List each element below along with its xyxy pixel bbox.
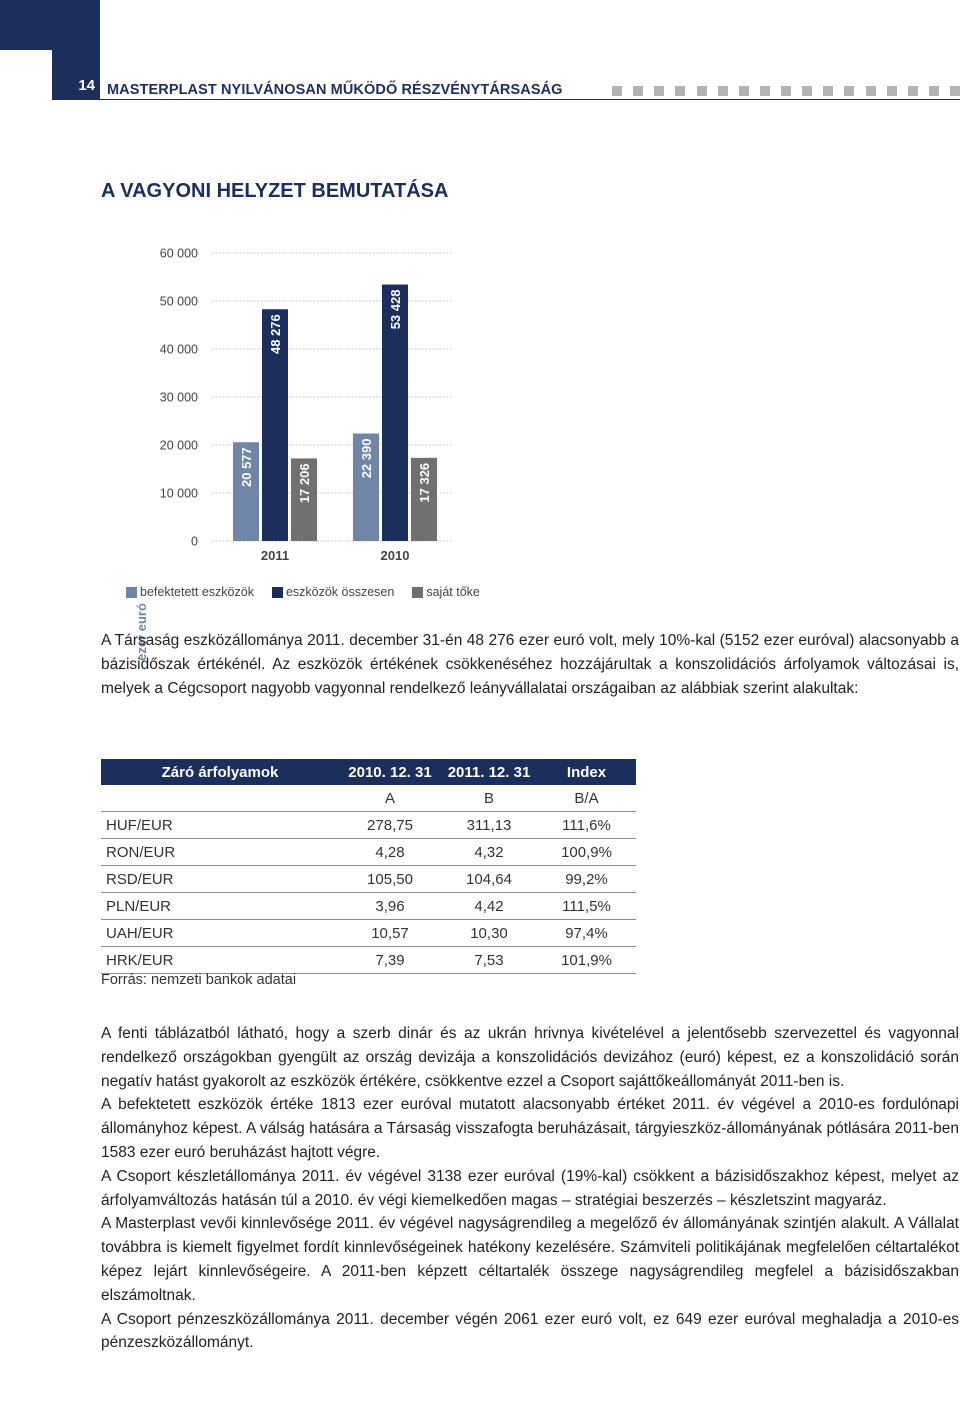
table-cell: 278,75 bbox=[339, 812, 441, 839]
table-cell: 4,32 bbox=[441, 839, 537, 866]
chart-y-axis-label: ezer euró bbox=[134, 603, 149, 661]
table-header: Záró árfolyamok bbox=[101, 759, 339, 785]
chart-category-label: 2011 bbox=[260, 548, 290, 563]
chart-data-label: 53 428 bbox=[388, 289, 403, 330]
body-paragraph: A Masterplast vevői kinnlevősége 2011. év végével nagyságrendileg a megelőző év állományának szintjén alakult. A Vállalat továbbra is kiemelt figyelmet fordít kinnlevőségeinek hatékony kezelésére. Számviteli politikájának megfelelően céltartalékot képez lejárt kinnlevőségeire. A 2011-ben képzett céltartalék összege nagyságrendileg megfelel a bázisidőszakban elszámoltnak. bbox=[101, 1215, 959, 1304]
chart-y-ticks bbox=[160, 247, 198, 549]
table-cell: 4,42 bbox=[441, 893, 537, 920]
table-cell: UAH/EUR bbox=[101, 920, 339, 947]
chart-y-tick-label: 0 bbox=[191, 534, 198, 549]
legend-label: befektetett eszközök bbox=[140, 585, 254, 599]
table-cell: B/A bbox=[537, 785, 636, 812]
header-rule bbox=[100, 99, 960, 100]
chart-category-label: 2010 bbox=[380, 548, 410, 563]
table-header: Index bbox=[537, 759, 636, 785]
intro-paragraph bbox=[101, 629, 959, 700]
section-title: A VAGYONI HELYZET BEMUTATÁSA bbox=[101, 180, 449, 202]
table-cell: HUF/EUR bbox=[101, 812, 339, 839]
table-header-row bbox=[101, 759, 636, 785]
table-row bbox=[101, 866, 636, 893]
table-source-note: Forrás: nemzeti bankok adatai bbox=[101, 972, 297, 988]
chart-y-tick-label: 10 000 bbox=[159, 486, 198, 501]
chart-data-label: 17 326 bbox=[417, 462, 432, 503]
body-paragraph: A fenti táblázatból látható, hogy a szerb dinár és az ukrán hrivnya kivételével a jelentősebb szervezettel és vagyonnal rendelkező országokban gyengült az ország devizája a konszolidációs devizához (euró) képest, ez a konszolidáció során negatív hatást gyakorolt az eszközök értékére, csökkentve ezzel a Csoport sajáttőkeállományát 2011-ben is. bbox=[101, 1025, 959, 1090]
legend-item bbox=[272, 585, 394, 599]
table-cell: 111,5% bbox=[537, 893, 636, 920]
chart-data-label: 48 276 bbox=[268, 314, 283, 355]
table-cell: 7,53 bbox=[441, 947, 537, 974]
table-row bbox=[101, 893, 636, 920]
table-cell: 311,13 bbox=[441, 812, 537, 839]
chart-y-tick-label: 50 000 bbox=[159, 294, 198, 309]
exchange-rate-table bbox=[101, 759, 636, 974]
table-cell: 101,9% bbox=[537, 947, 636, 974]
chart-data-label: 17 206 bbox=[297, 463, 312, 504]
body-text bbox=[101, 1022, 959, 1355]
legend-label: saját tőke bbox=[426, 585, 480, 599]
table-row bbox=[101, 947, 636, 974]
chart-y-tick-label: 30 000 bbox=[159, 390, 198, 405]
table-cell: HRK/EUR bbox=[101, 947, 339, 974]
table-cell: A bbox=[339, 785, 441, 812]
header-color-block bbox=[0, 0, 100, 50]
table-cell: RSD/EUR bbox=[101, 866, 339, 893]
table-cell: 4,28 bbox=[339, 839, 441, 866]
table-header: 2010. 12. 31 bbox=[339, 759, 441, 785]
body-paragraph: A Csoport készletállománya 2011. év végével 3138 ezer euróval (19%-kal) csökkent a bázisidőszakhoz képest, melyet az árfolyamváltozás hatásán túl a 2010. év végi kiemelkedően magas – stratégiai beszerzés – készletszint magyaráz. bbox=[101, 1167, 959, 1209]
table-cell: 10,57 bbox=[339, 920, 441, 947]
decorative-square-row bbox=[612, 86, 960, 96]
chart-legend bbox=[126, 585, 498, 599]
legend-item bbox=[412, 585, 480, 599]
legend-swatch bbox=[272, 587, 283, 598]
table-cell: RON/EUR bbox=[101, 839, 339, 866]
chart-y-tick-label: 40 000 bbox=[159, 342, 198, 357]
chart-category-labels bbox=[261, 548, 410, 563]
table-cell: B bbox=[441, 785, 537, 812]
table-cell: 100,9% bbox=[537, 839, 636, 866]
legend-item bbox=[126, 585, 254, 599]
chart-data-label: 20 577 bbox=[239, 447, 254, 487]
table-row bbox=[101, 812, 636, 839]
intro-text: A Társaság eszközállománya 2011. december 31-én 48 276 ezer euró volt, mely 10%-kal (5152 ezer euróval) alacsonyabb a bázisidőszak értékénél. Az eszközök értékének csökkenéséhez hozzájárultak a konszolidációs árfolyamok változásai is, melyek a Cégcsoport nagyobb vagyonnal rendelkező leányvállalatai országaiban az alábbiak szerint alakultak: bbox=[101, 632, 959, 697]
page-number: 14 bbox=[52, 50, 100, 100]
table-cell: PLN/EUR bbox=[101, 893, 339, 920]
table-cell: 3,96 bbox=[339, 893, 441, 920]
body-paragraph: A Csoport pénzeszközállománya 2011. december végén 2061 ezer euró volt, ez 649 ezer euróval meghaladja a 2010-es pénzeszközállományt. bbox=[101, 1310, 959, 1352]
table-cell: 105,50 bbox=[339, 866, 441, 893]
legend-swatch bbox=[126, 587, 137, 598]
table-cell: 99,2% bbox=[537, 866, 636, 893]
chart-data-label: 22 390 bbox=[359, 438, 374, 479]
chart-y-tick-label: 20 000 bbox=[159, 438, 198, 453]
body-paragraph: A befektetett eszközök értéke 1813 ezer euróval mutatott alacsonyabb értéket 2011. év végével a 2010-es fordulónapi állományhoz képest. A válság hatására a Társaság visszafogta beruházásait, tárgyieszköz-állományának pótlására 2011-ben 1583 ezer euró beruházást hajtott végre. bbox=[101, 1096, 959, 1161]
chart-bars bbox=[233, 285, 437, 541]
table-row bbox=[101, 920, 636, 947]
table-cell: 10,30 bbox=[441, 920, 537, 947]
table-cell bbox=[101, 785, 339, 812]
table-cell: 7,39 bbox=[339, 947, 441, 974]
table-cell: 111,6% bbox=[537, 812, 636, 839]
legend-label: eszközök összesen bbox=[285, 585, 395, 599]
table-cell: 104,64 bbox=[441, 866, 537, 893]
table-row bbox=[101, 839, 636, 866]
table-header: 2011. 12. 31 bbox=[441, 759, 537, 785]
legend-swatch bbox=[412, 587, 423, 598]
chart-y-tick-label: 60 000 bbox=[159, 246, 198, 261]
company-title: MASTERPLAST NYILVÁNOSAN MŰKÖDŐ RÉSZVÉNYTÁRSASÁG bbox=[107, 82, 563, 98]
table-subheader-row bbox=[101, 785, 636, 812]
table-cell: 97,4% bbox=[537, 920, 636, 947]
